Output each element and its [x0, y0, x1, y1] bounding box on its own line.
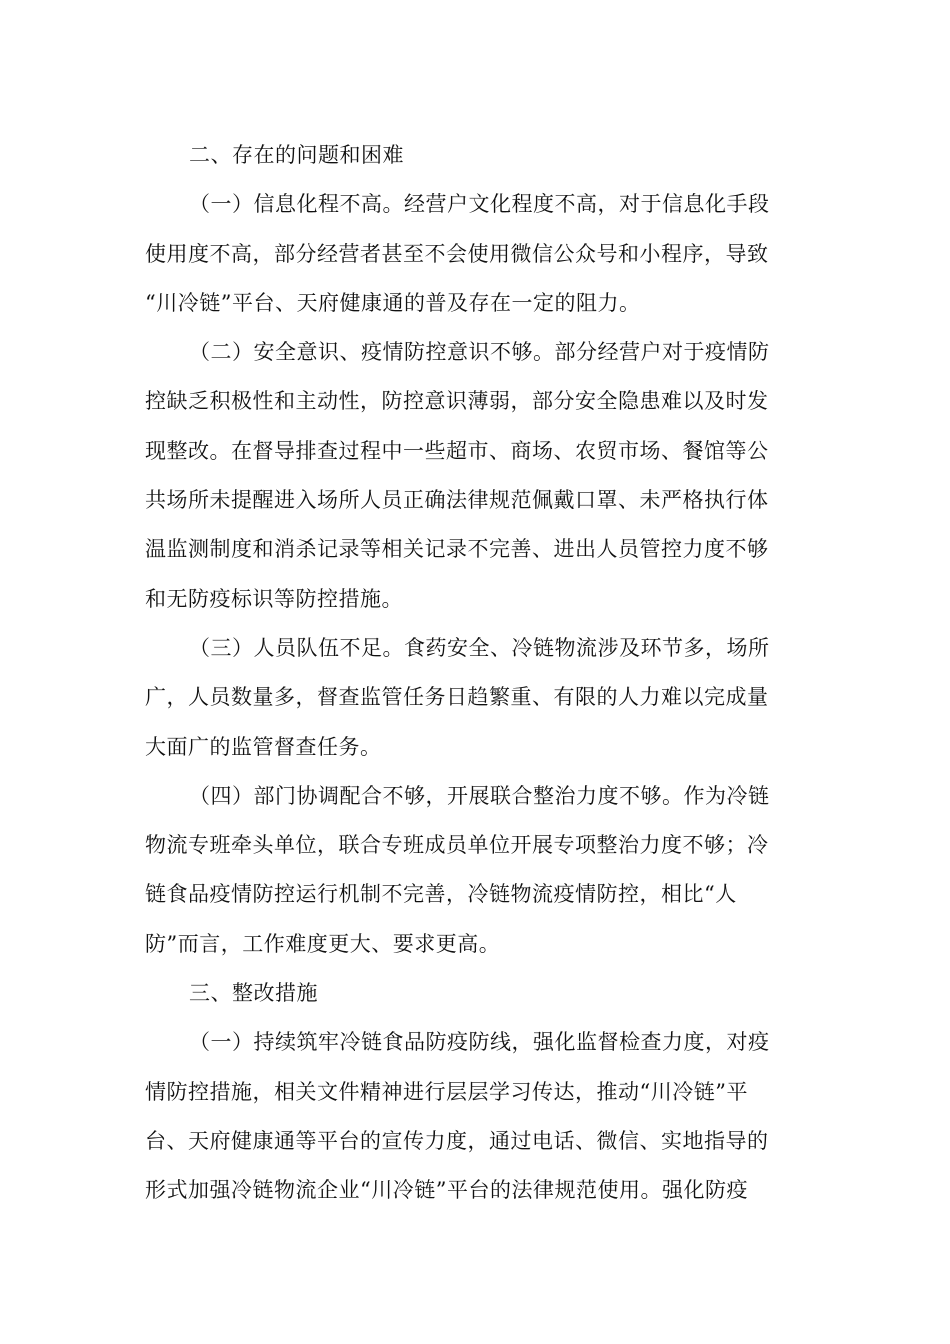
paragraph — [145, 624, 805, 772]
paragraph-line: 形式加强冷链物流企业“川冷链”平台的法律规范使用。强化防疫 — [145, 1178, 748, 1203]
paragraph-line: 使用度不高，部分经营者甚至不会使用微信公众号和小程序，导致 — [145, 241, 769, 266]
paragraph-line: 和无防疫标识等防控措施。 — [145, 586, 403, 611]
paragraph-line: （一）持续筑牢冷链食品防疫防线，强化监督检查力度，对疫 — [189, 1030, 770, 1055]
paragraph-line: 物流专班牵头单位，联合专班成员单位开展专项整治力度不够；冷 — [145, 833, 769, 858]
section-heading: 三、整改措施 — [189, 981, 318, 1006]
paragraph-line: （二）安全意识、疫情防控意识不够。部分经营户对于疫情防 — [189, 340, 770, 365]
paragraph-line: “川冷链”平台、天府健康通的普及存在一定的阻力。 — [145, 290, 641, 315]
paragraph-line: 温监测制度和消杀记录等相关记录不完善、进出人员管控力度不够 — [145, 537, 769, 562]
paragraph-line: 控缺乏积极性和主动性，防控意识薄弱，部分安全隐患难以及时发 — [145, 389, 769, 414]
section-measures — [145, 969, 805, 1215]
paragraph-line: 台、天府健康通等平台的宣传力度，通过电话、微信、实地指导的 — [145, 1128, 769, 1153]
paragraph — [145, 328, 805, 624]
paragraph-line: 现整改。在督导排查过程中一些超市、商场、农贸市场、餐馆等公 — [145, 438, 769, 463]
paragraph-line: （一）信息化程不高。经营户文化程度不高，对于信息化手段 — [189, 192, 770, 217]
section-heading: 二、存在的问题和困难 — [189, 143, 404, 167]
paragraph-line: 大面广的监管督查任务。 — [145, 734, 382, 759]
paragraph-line: 防”而言，工作难度更大、要求更高。 — [145, 931, 501, 956]
paragraph — [145, 180, 805, 328]
paragraph-line: （三）人员队伍不足。食药安全、冷链物流涉及环节多，场所 — [189, 635, 770, 660]
section-problems — [145, 131, 805, 969]
paragraph-line: 链食品疫情防控运行机制不完善，冷链物流疫情防控，相比“人 — [145, 882, 737, 907]
paragraph-line: （四）部门协调配合不够，开展联合整治力度不够。作为冷链 — [189, 783, 770, 808]
paragraph-line: 情防控措施，相关文件精神进行层层学习传达，推动“川冷链”平 — [145, 1079, 748, 1104]
paragraph — [145, 1018, 805, 1215]
paragraph — [145, 772, 805, 969]
document-body — [145, 131, 805, 1216]
paragraph-line: 共场所未提醒进入场所人员正确法律规范佩戴口罩、未严格执行体 — [145, 488, 769, 513]
paragraph-line: 广，人员数量多，督查监管任务日趋繁重、有限的人力难以完成量 — [145, 685, 769, 710]
